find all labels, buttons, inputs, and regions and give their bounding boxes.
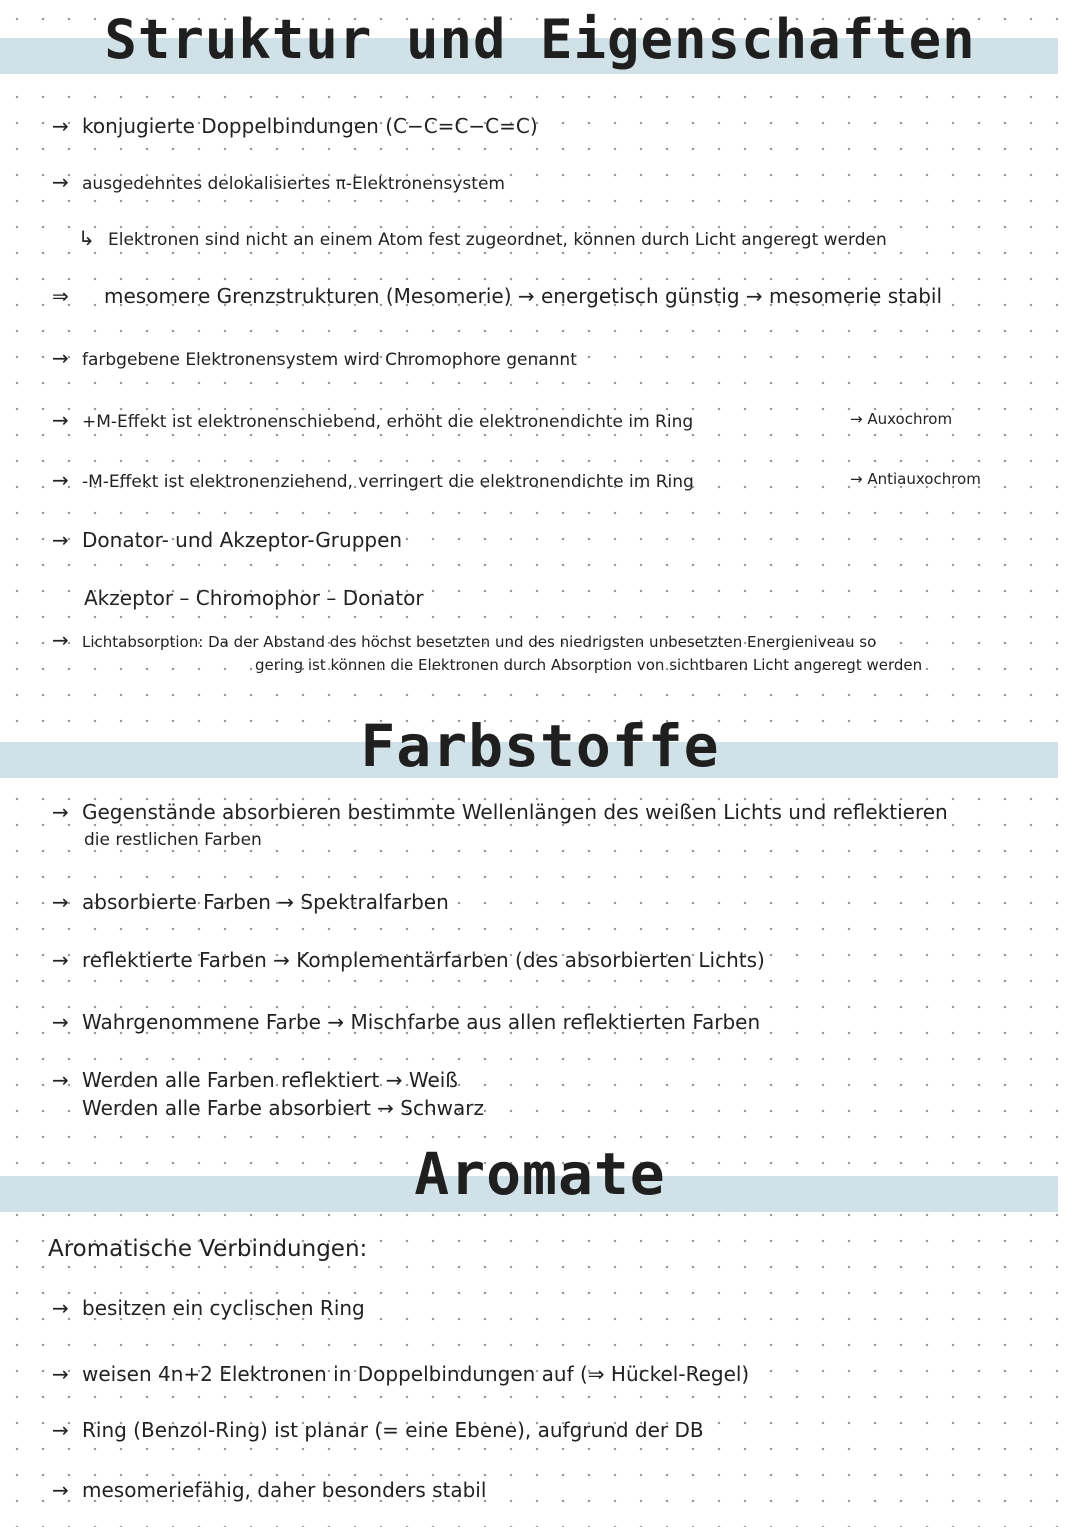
bullet-hueckel bbox=[52, 1362, 749, 1386]
arrow-icon: → bbox=[52, 948, 69, 972]
implication-mesomerie bbox=[52, 284, 942, 308]
bullet-text: Gegenstände absorbieren bestimmte Wellenlängen des weißen Lichts und reflektieren bbox=[82, 800, 948, 824]
bullet-text: Donator- und Akzeptor-Gruppen bbox=[82, 528, 403, 552]
section-title-struktur: Struktur und Eigenschaften bbox=[104, 8, 976, 71]
line-text: Akzeptor – Chromophor – Donator bbox=[84, 586, 424, 610]
line-text: Aromatische Verbindungen: bbox=[48, 1236, 368, 1262]
arrow-icon: → bbox=[52, 1010, 69, 1034]
note-auxochrom bbox=[850, 410, 952, 428]
bullet-delokalisiert bbox=[52, 170, 505, 194]
bullet-gegenstaende bbox=[52, 800, 948, 824]
bullet-text: -M-Effekt ist elektronenziehend, verringert die elektronendichte im Ring bbox=[82, 472, 694, 492]
note-text: → Antiauxochrom bbox=[850, 470, 981, 488]
bullet-minus-m-effekt bbox=[52, 468, 694, 492]
bullet-wahrgenommene bbox=[52, 1010, 760, 1034]
line-text: die restlichen Farben bbox=[84, 830, 262, 850]
bullet-text: Ring (Benzol-Ring) ist planar (= eine Ebene), aufgrund der DB bbox=[82, 1418, 704, 1442]
arrow-icon: → bbox=[52, 346, 69, 370]
arrow-icon: → bbox=[52, 528, 69, 552]
bullet-chromophore bbox=[52, 346, 577, 370]
bullet-text: reflektierte Farben → Komplementärfarben (des absorbierten Lichts) bbox=[82, 948, 765, 972]
bullet-text: konjugierte Doppelbindungen (C−C=C−C=C) bbox=[82, 114, 538, 138]
arrow-icon: → bbox=[52, 1418, 69, 1442]
implies-icon: ⇒ bbox=[52, 284, 69, 308]
bullet-text: mesomere Grenzstrukturen (Mesomerie) → energetisch günstig → mesomerie stabil bbox=[104, 284, 943, 308]
arrow-icon: → bbox=[52, 1478, 69, 1502]
line-text: Werden alle Farbe absorbiert → Schwarz bbox=[82, 1096, 484, 1120]
arrow-icon: → bbox=[52, 1362, 69, 1386]
arrow-icon: → bbox=[52, 468, 69, 492]
bullet-text: absorbierte Farben → Spektralfarben bbox=[82, 890, 449, 914]
bullet-text: Lichtabsorption: Da der Abstand des höchst besetzten und des niedrigsten unbesetzten Energieniveau so bbox=[82, 633, 877, 651]
line-text: gering ist können die Elektronen durch Absorption von sichtbaren Licht angeregt werden bbox=[255, 656, 923, 674]
arrow-icon: → bbox=[52, 1068, 69, 1092]
text-schwarz bbox=[82, 1096, 484, 1120]
arrow-icon: → bbox=[52, 890, 69, 914]
heading-aromatische-verbindungen bbox=[48, 1236, 367, 1262]
bullet-text: ausgedehntes delokalisiertes π-Elektronensystem bbox=[82, 174, 505, 194]
arrow-icon: → bbox=[52, 1296, 69, 1320]
bullet-text: Werden alle Farben reflektiert → Weiß bbox=[82, 1068, 458, 1092]
note-antiauxochrom bbox=[850, 470, 981, 488]
text-restliche-farben bbox=[84, 830, 262, 850]
bullet-text: farbgebene Elektronensystem wird Chromophore genannt bbox=[82, 350, 577, 370]
bullet-text: Elektronen sind nicht an einem Atom fest zugeordnet, können durch Licht angeregt werden bbox=[108, 230, 887, 250]
bullet-lichtabsorption bbox=[52, 628, 876, 652]
bullet-weiss bbox=[52, 1068, 458, 1092]
arrow-icon: → bbox=[52, 628, 69, 652]
arrow-icon: → bbox=[52, 800, 69, 824]
bullet-donator-akzeptor bbox=[52, 528, 402, 552]
sub-arrow-icon: ↳ bbox=[78, 226, 95, 250]
bullet-text: +M-Effekt ist elektronenschiebend, erhöht die elektronendichte im Ring bbox=[82, 412, 694, 432]
bullet-reflektierte bbox=[52, 948, 765, 972]
section-title-farbstoffe: Farbstoffe bbox=[360, 712, 720, 780]
note-text: → Auxochrom bbox=[850, 410, 953, 428]
bullet-planar bbox=[52, 1418, 704, 1442]
text-lichtabsorption-cont bbox=[255, 656, 922, 674]
text-akzeptor-chromophor-donator bbox=[84, 586, 424, 610]
bullet-text: mesomeriefähig, daher besonders stabil bbox=[82, 1478, 487, 1502]
arrow-icon: → bbox=[52, 114, 69, 138]
bullet-mesomeriefaehig bbox=[52, 1478, 486, 1502]
bullet-absorbierte bbox=[52, 890, 449, 914]
section-title-aromate: Aromate bbox=[414, 1140, 666, 1208]
sub-bullet-elektronen bbox=[78, 226, 887, 250]
bullet-plus-m-effekt bbox=[52, 408, 693, 432]
bullet-text: besitzen ein cyclischen Ring bbox=[82, 1296, 365, 1320]
arrow-icon: → bbox=[52, 408, 69, 432]
bullet-text: weisen 4n+2 Elektronen in Doppelbindungen auf (⇒ Hückel-Regel) bbox=[82, 1362, 750, 1386]
bullet-konjugierte bbox=[52, 114, 538, 138]
bullet-text: Wahrgenommene Farbe → Mischfarbe aus allen reflektierten Farben bbox=[82, 1010, 761, 1034]
bullet-cyclisch bbox=[52, 1296, 365, 1320]
arrow-icon: → bbox=[52, 170, 69, 194]
